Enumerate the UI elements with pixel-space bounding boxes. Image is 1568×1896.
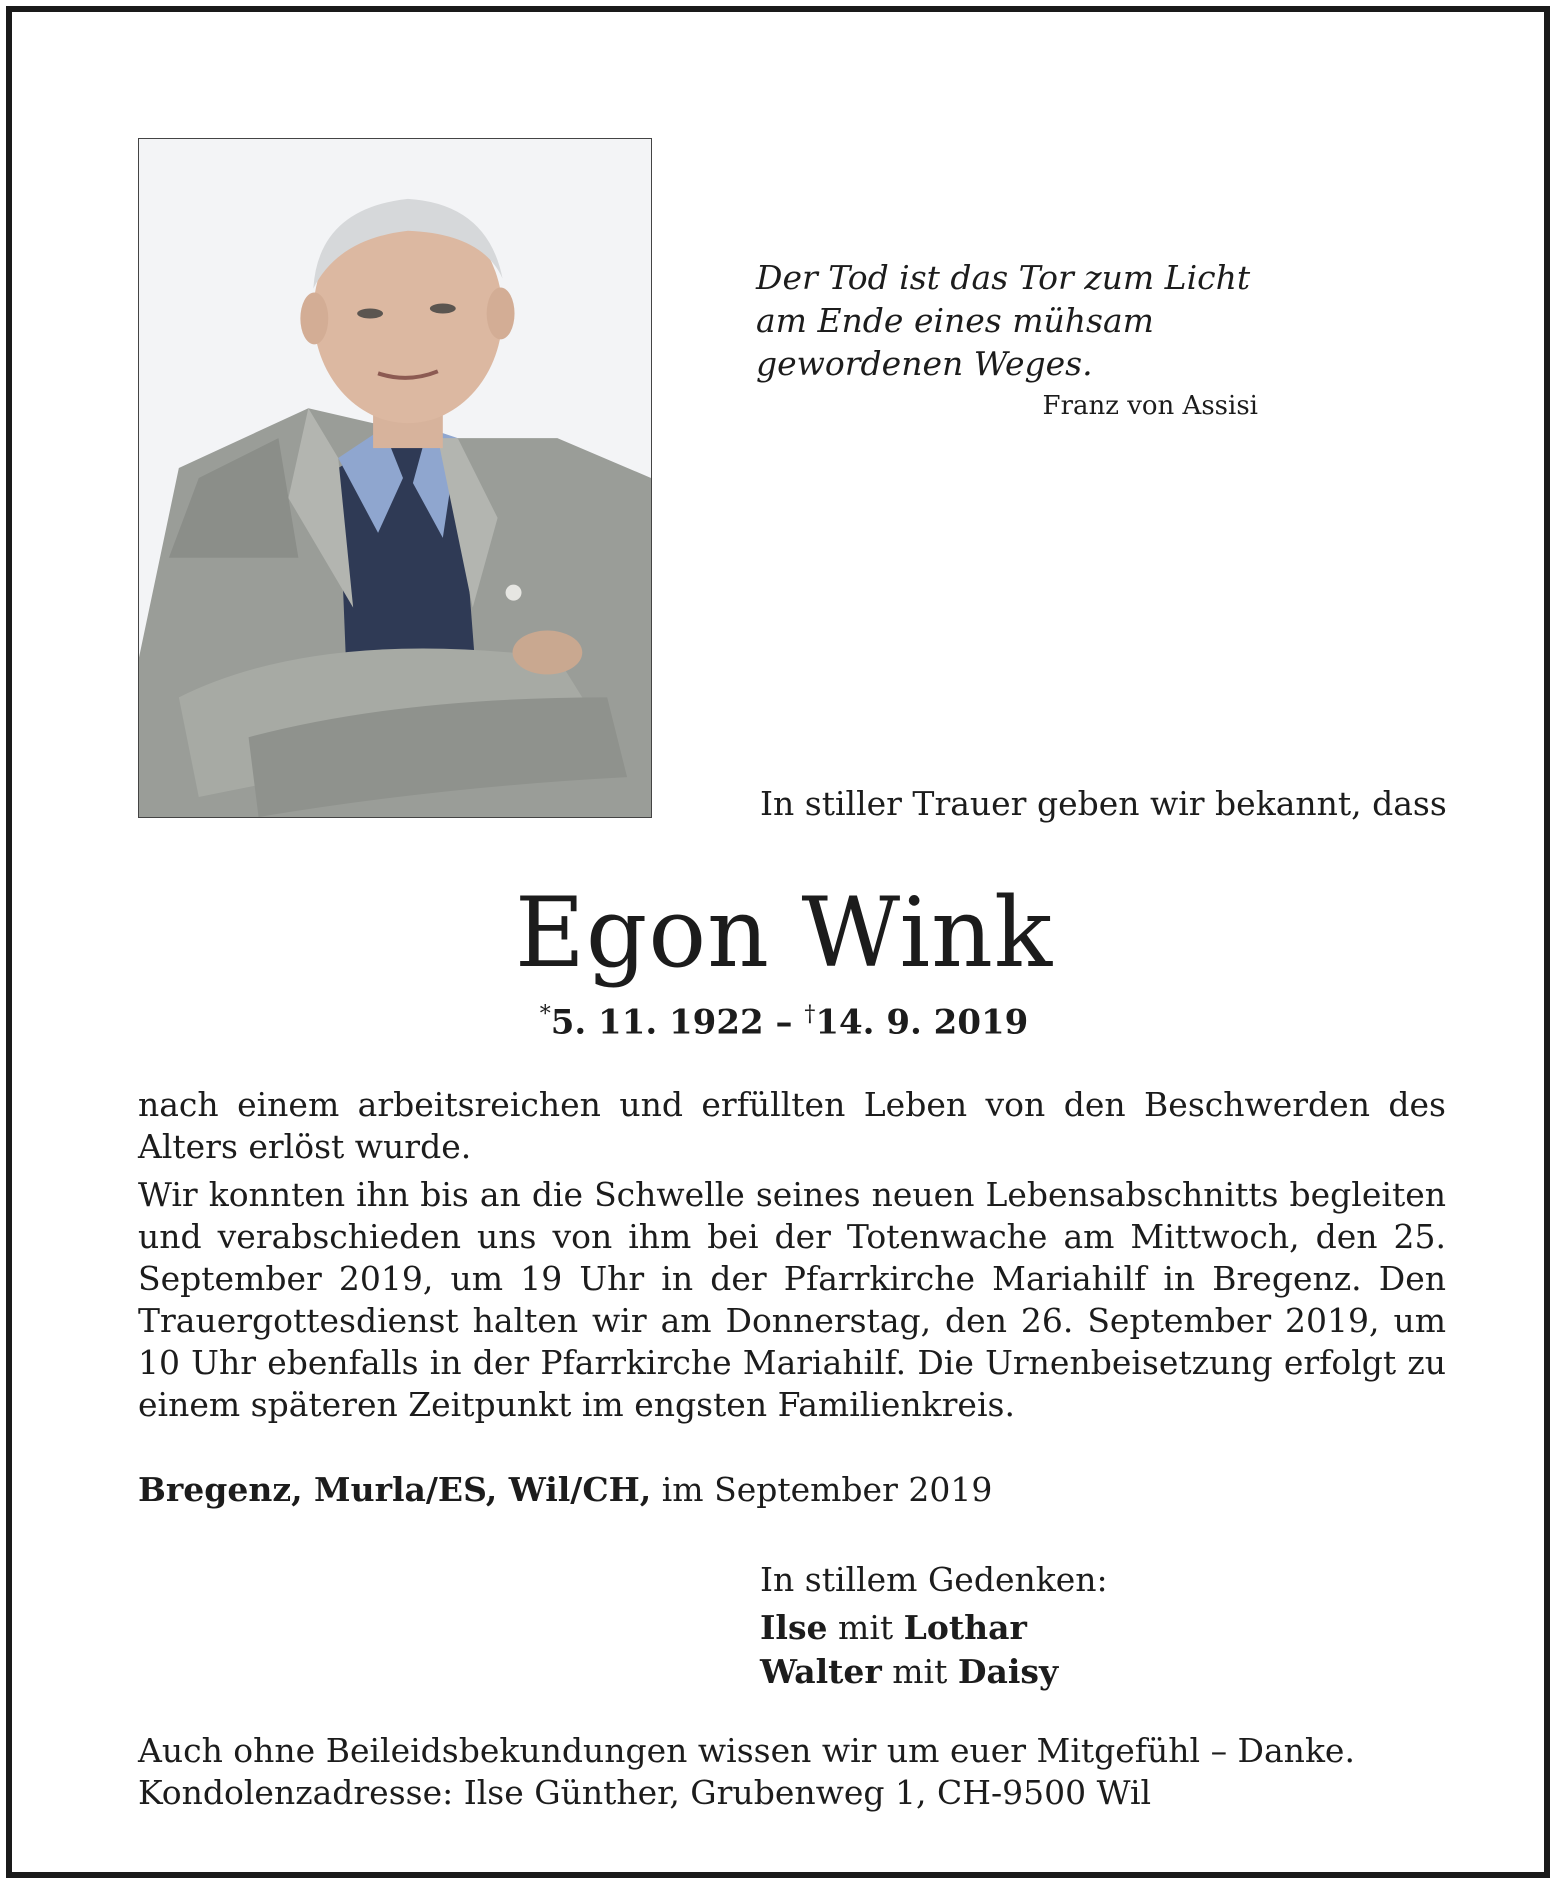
family-connector: mit: [881, 1652, 958, 1691]
family-member: Lothar: [903, 1608, 1027, 1647]
family-signatures: [760, 1558, 1108, 1694]
announcement-intro: In stiller Trauer geben wir bekannt, dass: [760, 784, 1447, 823]
family-member: Ilse: [760, 1608, 828, 1647]
birth-date: 5. 11. 1922: [550, 1002, 764, 1043]
family-row: [760, 1650, 1108, 1694]
closing-thanks: Auch ohne Beileidsbekundungen wissen wir um euer Mitgefühl – Danke.: [138, 1731, 1355, 1770]
quote-line-2: am Ende eines mühsam: [756, 301, 1154, 340]
portrait-photo: [138, 138, 652, 818]
quote-line-1: Der Tod ist das Tor zum Licht: [756, 258, 1251, 297]
condolence-address: Kondolenzadresse: Ilse Günther, Grubenweg 1, CH-9500 Wil: [138, 1773, 1152, 1812]
quote-block: [756, 256, 1316, 421]
death-date: 14. 9. 2019: [815, 1002, 1029, 1043]
obituary-notice: [6, 6, 1550, 1878]
birth-symbol: *: [539, 1002, 551, 1027]
family-member: Walter: [760, 1652, 882, 1691]
date-separator: –: [763, 1002, 805, 1043]
quote-line-3: gewordenen Weges.: [756, 344, 1093, 383]
deceased-name: Egon Wink: [514, 877, 1054, 989]
place-locations: Bregenz, Murla/ES, Wil/CH,: [138, 1470, 652, 1509]
body-paragraph-2: Wir konnten ihn bis an die Schwelle seines neuen Lebensabschnitts begleiten und verabschieden uns von ihm bei der Totenwache am Mittwoch, den 25. September 2019, um 19 Uhr in der Pfarrkirche Mariahilf in Bregenz. Den Trauergottesdienst halten wir am Donnerstag, den 26. September 2019, um 10 Uhr ebenfalls in der Pfarrkirche Mariahilf. Die Urnenbeisetzung erfolgt zu einem späteren Zeitpunkt im engsten Familienkreis.: [138, 1175, 1446, 1424]
family-heading: In stillem Gedenken:: [760, 1560, 1108, 1599]
closing-block: [138, 1730, 1355, 1814]
family-row: [760, 1606, 1108, 1650]
family-member: Daisy: [957, 1652, 1059, 1691]
place-date: im September 2019: [651, 1470, 993, 1509]
death-symbol: †: [804, 1002, 816, 1027]
quote-author: Franz von Assisi: [1042, 391, 1258, 421]
family-connector: mit: [827, 1608, 904, 1647]
obituary-body: [138, 1084, 1446, 1432]
place-date-line: [138, 1470, 992, 1509]
body-paragraph-1: nach einem arbeitsreichen und erfüllten Leben von den Beschwerden des Alters erlöst wurde.: [138, 1085, 1446, 1166]
life-dates: [12, 1002, 1556, 1042]
portrait-illustration: [139, 139, 651, 817]
